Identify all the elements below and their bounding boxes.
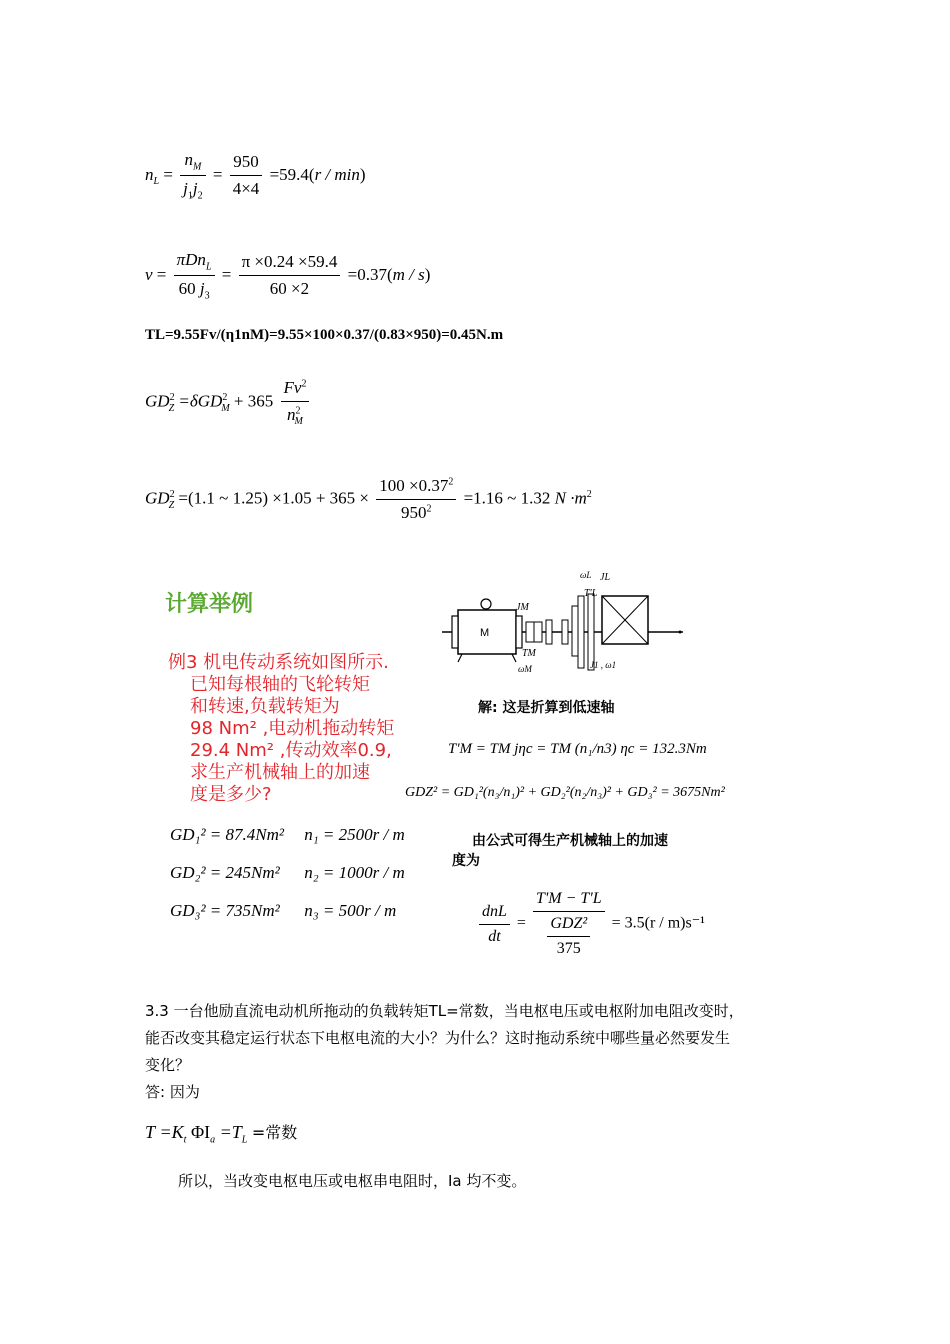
gd-row: GD₁² = 87.4Nm² n₁ = 2500r / m — [170, 825, 405, 844]
gd-row: GD₃² = 735Nm² n₃ = 500r / m — [170, 901, 397, 920]
j1-label: J1 , ω1 — [590, 660, 617, 670]
question-3-3 — [145, 998, 825, 1106]
problem-line: 度是多少? — [190, 784, 272, 805]
acceleration-equation: $\frac{\text{dnL}}{dt}$ = $\frac{T'M - T'L}{\frac{\text{GDZ²}}{375}}$ = 3.5(r / m)s⁻¹ — [476, 890, 705, 958]
question-line: 3.3 一台他励直流电动机所拖动的负载转矩TL=常数，当电枢电压或电枢附加电阻改变时， — [145, 1002, 744, 1020]
example-title: 计算举例 — [165, 592, 254, 617]
conclusion-text: 所以，当改变电枢电压或电枢串电阻时，Ia 均不变。 — [178, 1172, 527, 1190]
formula-gd-general: $GD^2_Z =\delta GD^2_M + 365$ $\frac{Fv^2}{n^2_M}$ — [145, 378, 312, 427]
problem-line: 已知每根轴的飞轮转矩 — [190, 674, 370, 695]
equation-gdz: GDZ² = GD₁²(n₃/n₁)² + GD₂²(n₂/n₃)² + GD₃² = 3675Nm² — [405, 785, 725, 800]
problem-line: 98 Nm² ,电动机拖动转矩 — [190, 718, 395, 739]
example-problem — [168, 652, 394, 806]
formula-note-1: 由公式可得生产机械轴上的加速 — [472, 833, 668, 849]
formula-linear-velocity: v = $\frac{\pi Dn_L}{60 j_3}$ = $\frac{\pi \times 0.24 \times 59.4}{60 \times 2}$ =0.37(m / s) — [145, 250, 431, 302]
gd-row: GD₂² = 245Nm² n₂ = 1000r / m — [170, 863, 405, 882]
jm-label: JM — [516, 602, 529, 613]
formula-gd-numeric: $GD^2_Z =(1.1$ ~ 1.25) ×1.05 + 365 × $\frac{100 \times 0.37^2}{950^2}$ =1.16 ~ 1.32 $N \cdot m^2$ — [145, 476, 592, 522]
gd-values-table — [170, 825, 405, 939]
formula-load-speed: $n_L$ = $\frac{n_M}{j_1j_2}$ = $\frac{950}{4\times 4}$ =59.4(r / min) — [145, 150, 366, 202]
solve-heading: 解: 这是折算到低速轴 — [478, 700, 615, 716]
problem-line: 例3 机电传动系统如图所示. — [168, 652, 389, 673]
wl-label: ωL — [580, 570, 592, 580]
problem-line: 求生产机械轴上的加速 — [190, 762, 370, 783]
formula-note-2: 度为 — [452, 853, 480, 869]
motor-label: M — [480, 627, 490, 639]
equation-tm: T'M = TM jηc = TM (n₁/n3) ηc = 132.3Nm — [448, 741, 707, 757]
question-line: 能否改变其稳定运行状态下电枢电流的大小？为什么？这时拖动系统中哪些量必然要发生 — [145, 1029, 731, 1047]
formula-load-torque: TL=9.55Fv/(η1nM)=9.55×100×0.37/(0.83×950)=0.45N.m — [145, 327, 504, 343]
drive-system-diagram — [438, 566, 688, 678]
problem-line: 29.4 Nm² ,传动效率0.9, — [190, 740, 392, 761]
tm-label: TM — [522, 648, 536, 659]
torque-equation: $T =K_t$ $\Phi I_a =T_L$ =常数 — [145, 1122, 298, 1146]
jl-label: JL — [600, 572, 610, 583]
question-line: 变化？ — [145, 1056, 191, 1074]
wm-label: ωM — [518, 664, 532, 674]
tl-label: T'L — [584, 588, 598, 599]
problem-line: 和转速,负载转矩为 — [190, 696, 340, 717]
answer-label: 答: 因为 — [145, 1083, 200, 1101]
